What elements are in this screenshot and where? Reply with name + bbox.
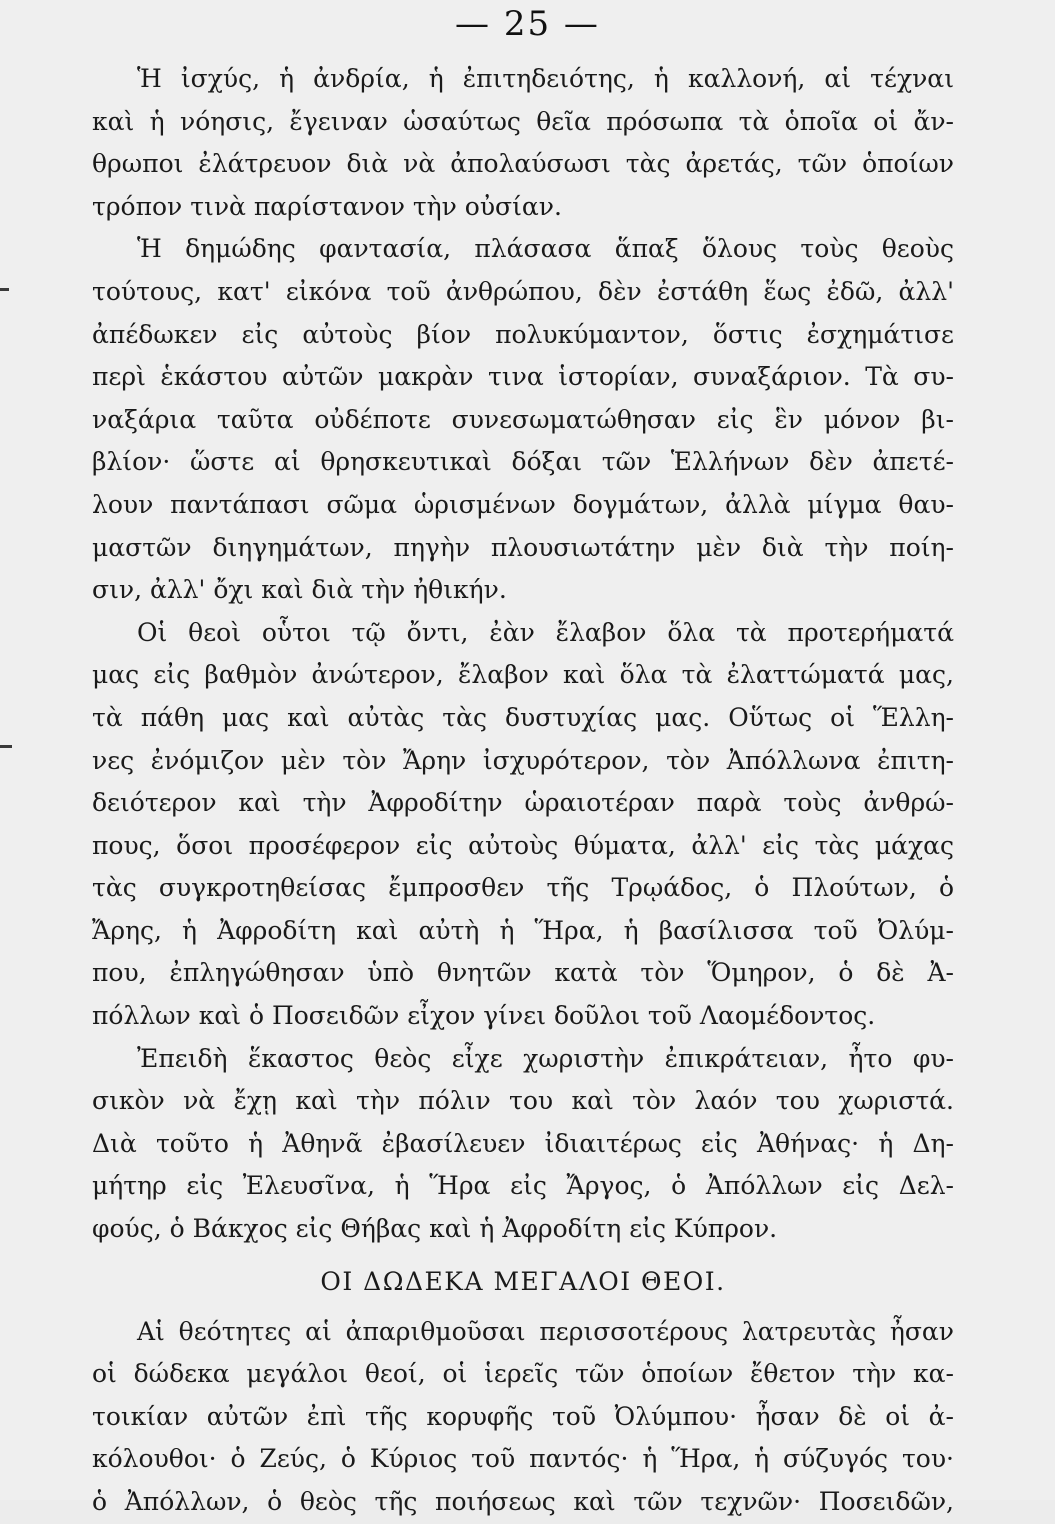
paragraph-2-line-4: περὶ ἑκάστου αὐτῶν μακρὰν τινα ἱστορίαν, συναξάριον. Τὰ συ-	[92, 362, 954, 392]
page-body	[92, 58, 954, 1524]
paragraph-2-line-5: ναξάρια ταῦτα οὐδέποτε συνεσωματώθησαν εἰς ἓν μόνον βι-	[92, 404, 954, 434]
paragraph-4-line-3: Διὰ τοῦτο ἡ Ἀθηνᾶ ἐβασίλευεν ἰδιαιτέρως εἰς Ἀθήνας· ἡ Δη-	[92, 1128, 954, 1158]
section-line-3: τοικίαν αὐτῶν ἐπὶ τῆς κορυφῆς τοῦ Ὀλύμπου· ἦσαν δὲ οἱ ἀ-	[92, 1401, 954, 1431]
paragraph-3-line-9: που, ἐπληγώθησαν ὑπὸ θνητῶν κατὰ τὸν Ὅμηρον, ὁ δὲ Ἀ-	[92, 958, 954, 988]
paragraph-2-line-6: βλίον· ὥστε αἱ θρησκευτικαὶ δόξαι τῶν Ἑλλήνων δὲν ἀπετέ-	[92, 447, 954, 477]
paragraph-2-line-7: λουν παντάπασι σῶμα ὡρισμένων δογμάτων, ἀλλὰ μίγμα θαυ-	[92, 489, 954, 519]
paragraph-2-line-3: ἀπέδωκεν εἰς αὐτοὺς βίον πολυκύμαντον, ὅστις ἐσχημάτισε	[92, 319, 954, 349]
margin-mark-top	[0, 288, 9, 291]
paragraph-3-line-4: νες ἐνόμιζον μὲν τὸν Ἄρην ἰσχυρότερον, τὸν Ἀπόλλωνα ἐπιτη-	[92, 745, 954, 775]
section-line-1: Αἱ θεότητες αἱ ἀπαριθμοῦσαι περισσοτέρους λατρευτὰς ἦσαν	[137, 1316, 954, 1346]
section-heading: ΟΙ ΔΩΔΕΚΑ ΜΕΓΑΛΟΙ ΘΕΟΙ.	[320, 1266, 726, 1296]
margin-mark-bottom	[0, 745, 12, 748]
paragraph-4-line-5: φούς, ὁ Βάκχος εἰς Θήβας καὶ ἡ Ἀφροδίτη εἰς Κύπρον.	[92, 1214, 778, 1244]
paragraph-4-line-2: σικὸν νὰ ἔχῃ καὶ τὴν πόλιν του καὶ τὸν λαόν του χωριστά.	[92, 1086, 954, 1116]
paragraph-3-line-8: Ἄρης, ἡ Ἀφροδίτη καὶ αὐτὴ ἡ Ἥρα, ἡ βασίλισσα τοῦ Ὀλύμ-	[92, 915, 954, 945]
page-number: — 25 —	[455, 4, 600, 44]
paragraph-2-line-2: τούτους, κατ' εἰκόνα τοῦ ἀνθρώπου, δὲν ἐστάθη ἕως ἐδῶ, ἀλλ'	[92, 276, 954, 306]
paragraph-3-line-7: τὰς συγκροτηθείσας ἔμπροσθεν τῆς Τρῳάδος, ὁ Πλούτων, ὁ	[92, 873, 954, 903]
paragraph-3-line-3: τὰ πάθη μας καὶ αὐτὰς τὰς δυστυχίας μας. Οὕτως οἱ Ἕλλη-	[92, 702, 954, 732]
paragraph-3-line-2: μας εἰς βαθμὸν ἀνώτερον, ἔλαβον καὶ ὅλα τὰ ἐλαττώματά μας,	[92, 660, 954, 690]
paragraph-1-line-3: θρωποι ἐλάτρευον διὰ νὰ ἀπολαύσωσι τὰς ἀρετάς, τῶν ὁποίων	[92, 149, 954, 179]
paragraph-2-line-9: σιν, ἀλλ' ὄχι καὶ διὰ τὴν ἠθικήν.	[92, 575, 507, 605]
section-line-5: ὁ Ἀπόλλων, ὁ θεὸς τῆς ποιήσεως καὶ τῶν τεχνῶν· Ποσειδῶν,	[92, 1487, 954, 1516]
paragraph-3-line-6: πους, ὅσοι προσέφερον εἰς αὐτοὺς θύματα, ἀλλ' εἰς τὰς μάχας	[92, 830, 954, 860]
paragraph-1-line-2: καὶ ἡ νόησις, ἔγειναν ὡσαύτως θεῖα πρόσωπα τὰ ὁποῖα οἱ ἄν-	[92, 106, 954, 136]
paragraph-4-line-1: Ἐπειδὴ ἕκαστος θεὸς εἶχε χωριστὴν ἐπικράτειαν, ἦτο φυ-	[137, 1043, 954, 1073]
paragraph-2-line-1: Ἡ δημώδης φαντασία, πλάσασα ἅπαξ ὅλους τοὺς θεοὺς	[137, 234, 954, 264]
paragraph-1-line-1: Ἡ ἰσχύς, ἡ ἀνδρία, ἡ ἐπιτηδειότης, ἡ καλλονή, αἱ τέχναι	[137, 64, 954, 93]
paragraph-3-line-5: δειότερον καὶ τὴν Ἀφροδίτην ὡραιοτέραν παρὰ τοὺς ἀνθρώ-	[92, 788, 954, 818]
paragraph-3-line-10: πόλλων καὶ ὁ Ποσειδῶν εἶχον γίνει δοῦλοι τοῦ Λαομέδοντος.	[92, 1001, 876, 1031]
section-line-4: κόλουθοι· ὁ Ζεύς, ὁ Κύριος τοῦ παντός· ἡ Ἥρα, ἡ σύζυγός του·	[92, 1444, 954, 1474]
paragraph-1-line-4: τρόπον τινὰ παρίστανον τὴν οὐσίαν.	[92, 191, 562, 221]
paragraph-2-line-8: μαστῶν διηγημάτων, πηγὴν πλουσιωτάτην μὲν διὰ τὴν ποίη-	[92, 532, 954, 562]
paragraph-3-line-1: Οἱ θεοὶ οὗτοι τῷ ὄντι, ἐὰν ἔλαβον ὅλα τὰ προτερήματά	[137, 617, 954, 647]
section-line-2: οἱ δώδεκα μεγάλοι θεοί, οἱ ἱερεῖς τῶν ὁποίων ἔθετον τὴν κα-	[92, 1359, 954, 1389]
paragraph-4-line-4: μήτηρ εἰς Ἐλευσῖνα, ἡ Ἥρα εἰς Ἄργος, ὁ Ἀπόλλων εἰς Δελ-	[92, 1171, 954, 1201]
